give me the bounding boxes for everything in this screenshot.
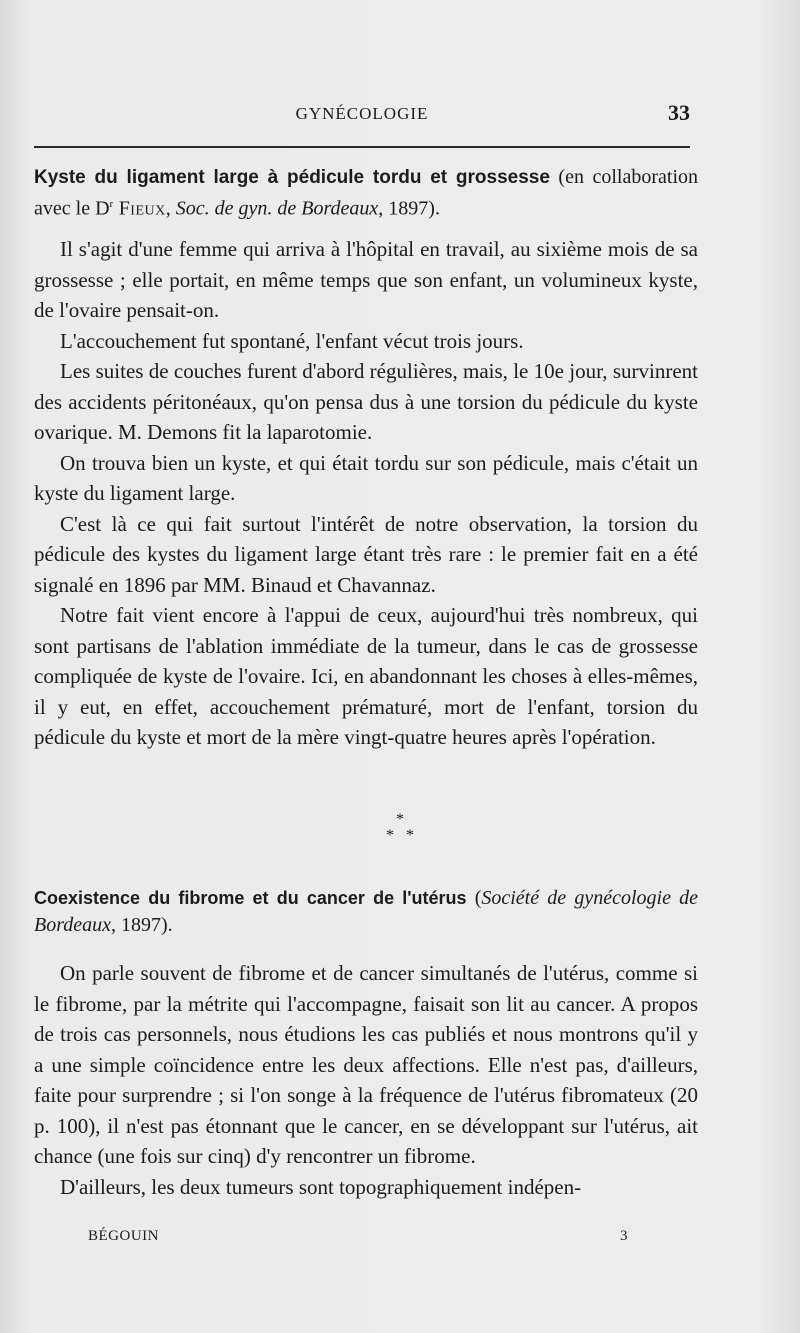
entry-1-title: Kyste du ligament large à pédicule tordu et grossesse <box>34 167 550 188</box>
entry-1-paragraph: Les suites de couches furent d'abord régulières, mais, le 10e jour, survinrent des accidents péritonéaux, qu'on pensa dus à une torsion du pédicule du kyste ovarique. M. Demons fit la laparotomie. <box>34 359 698 444</box>
entry-2-ref-open: ( <box>466 887 482 909</box>
entry-1-paragraph: Il s'agit d'une femme qui arriva à l'hôpital en travail, au sixième mois de sa grossesse ; elle portait, en même temps que son enfant, un volumineux kyste, de l'ovaire pensait-on. <box>34 237 698 322</box>
entry-2-journal: Société de gynécologie de Bordeaux <box>34 887 698 936</box>
entry-2-heading <box>34 885 698 939</box>
section-separator <box>0 812 800 844</box>
entry-1-paragraph: Notre fait vient encore à l'appui de ceux, aujourd'hui très nombreux, qui sont partisans de l'ablation immédiate de la tumeur, dans le cas de grossesse compliquée de kyste de l'ovaire. Ici, en abandonnant les choses à elles-mêmes, il y eut, en effet, accouchement prématuré, mort de l'enfant, torsion du pédicule du kyste et mort de la mère vingt-quatre heures après l'opération. <box>34 603 698 749</box>
entry-1-collab: (en collaboration avec le D <box>34 166 699 220</box>
entry-1-paragraph: L'accouchement fut spontané, l'enfant vécut trois jours. <box>60 328 524 353</box>
entry-1-paragraph: C'est là ce qui fait surtout l'intérêt de notre observation, la torsion du pédicule des kystes du ligament large étant très rare : le premier fait en a été signalé en 1896 par MM. Binaud et Chavannaz. <box>34 511 698 597</box>
entry-1-body <box>34 234 698 753</box>
entry-2-body <box>34 958 698 1202</box>
entry-2-paragraph: On parle souvent de fibrome et de cancer simultanés de l'utérus, comme si le fibrome, par la métrite qui l'accompagne, faisait son lit au cancer. A propos de trois cas personnels, nous étudions les cas publiés et nous montrons qu'il y a une simple coïncidence entre les deux affections. Elle n'est pas, d'ailleurs, faite pour surprendre ; si l'on songe à la fréquence de l'utérus fibromateux (20 p. 100), il n'est pas étonnant que le cancer, en se développant sur l'utérus, ait chance (une fois sur cinq) d'y rencontrer un fibrome. <box>34 961 698 1168</box>
entry-1-author: Fieux <box>113 197 166 220</box>
sheet-number: 3 <box>620 1228 628 1244</box>
entry-2-paragraph: D'ailleurs, les deux tumeurs sont topographiquement indépen- <box>60 1174 582 1199</box>
entry-1-ref-sep: , <box>165 197 176 220</box>
entry-1-dr-sup: r <box>109 198 114 210</box>
entry-1-year: , 1897). <box>378 197 440 220</box>
page-number: 33 <box>668 100 690 125</box>
header-rule <box>34 146 690 148</box>
printer-signature: BÉGOUIN <box>88 1228 159 1244</box>
asterism-top: * <box>396 811 404 828</box>
entry-1-journal: Soc. de gyn. de Bordeaux <box>175 197 379 220</box>
asterism-bottom: * * <box>386 827 414 844</box>
entry-1-paragraph: On trouva bien un kyste, et qui était tordu sur son pédicule, mais c'était un kyste du ligament large. <box>34 450 698 505</box>
running-title: GYNÉCOLOGIE <box>295 104 429 123</box>
entry-1-heading <box>34 164 698 223</box>
running-header <box>34 100 690 130</box>
entry-2-year: , 1897). <box>111 914 173 936</box>
entry-2-title: Coexistence du fibrome et du cancer de l'utérus <box>34 888 467 908</box>
